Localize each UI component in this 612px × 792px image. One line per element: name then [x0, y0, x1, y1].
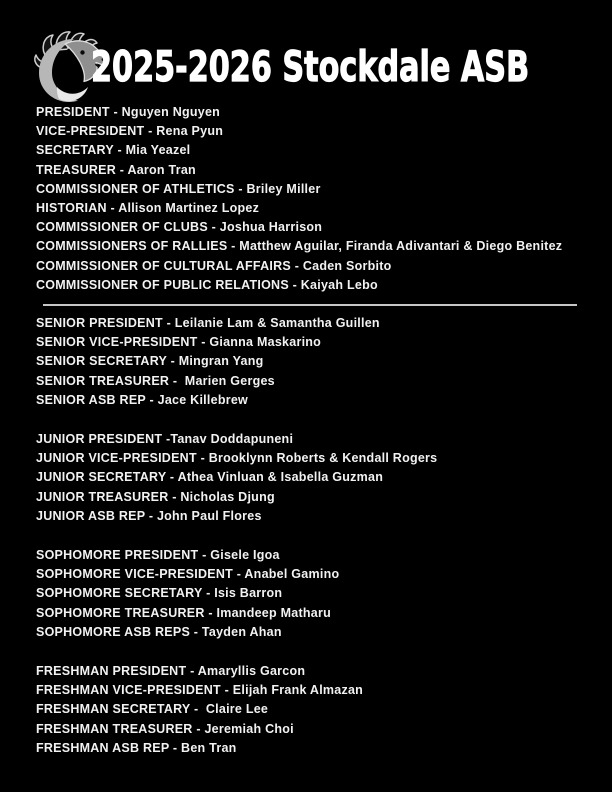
roster-line — [36, 257, 604, 276]
officer-name: Jace Killebrew — [157, 392, 248, 407]
officer-name: Athea Vinluan & Isabella Guzman — [177, 470, 384, 485]
officer-name: John Paul Flores — [156, 508, 262, 523]
roster — [36, 103, 604, 758]
separator: - — [190, 624, 202, 639]
roster-line — [36, 662, 604, 681]
roster-line — [36, 623, 604, 642]
role-label: SENIOR TREASURER — [36, 373, 170, 388]
officer-name: Elijah Frank Almazan — [232, 683, 364, 698]
role-label: SOPHOMORE TREASURER — [36, 605, 205, 620]
role-label: JUNIOR PRESIDENT — [36, 432, 163, 447]
role-label: FRESHMAN VICE-PRESIDENT — [36, 683, 221, 698]
role-label: JUNIOR ASB REP — [36, 508, 146, 523]
role-label: SOPHOMORE SECRETARY — [36, 586, 203, 601]
officer-name: Brooklynn Roberts & Kendall Rogers — [208, 451, 438, 466]
roster-line — [36, 276, 604, 295]
officer-name: Allison Martinez Lopez — [118, 201, 260, 216]
separator: - — [109, 105, 122, 119]
separator: - — [186, 664, 198, 679]
roster-line — [36, 180, 604, 199]
officer-name: Imandeep Matharu — [216, 605, 331, 620]
officer-name: Leilanie Lam & Samantha Guillen — [174, 316, 380, 331]
separator: - — [192, 721, 205, 736]
separator: - — [113, 143, 126, 158]
roster-line — [36, 546, 604, 565]
role-label: PRESIDENT — [36, 105, 110, 119]
section-divider — [43, 304, 577, 306]
section-freshman-class — [36, 662, 604, 758]
separator: - — [196, 451, 209, 466]
roster-line — [36, 565, 604, 584]
separator: - — [197, 335, 210, 350]
role-label: COMMISSIONER OF CULTURAL AFFAIRS — [36, 258, 291, 273]
separator: - — [166, 470, 178, 485]
roster-line — [36, 507, 604, 526]
officer-name: Kaiyah Lebo — [300, 277, 378, 292]
role-label: HISTORIAN — [36, 201, 107, 216]
roster-line — [36, 122, 604, 141]
separator: - — [204, 605, 217, 620]
role-label: JUNIOR SECRETARY — [36, 470, 167, 485]
separator: - — [190, 702, 206, 717]
officer-name: Gisele Igoa — [210, 548, 280, 563]
role-label: SOPHOMORE ASB REPS — [36, 624, 191, 639]
separator: - — [198, 548, 211, 563]
separator: - — [168, 489, 181, 504]
separator: - — [162, 432, 171, 447]
officer-name: Tayden Ahan — [201, 624, 282, 639]
role-label: JUNIOR TREASURER — [36, 489, 169, 504]
separator: - — [234, 181, 247, 196]
roster-line — [36, 314, 604, 333]
role-label: COMMISSIONER OF PUBLIC RELATIONS — [36, 277, 289, 292]
role-label: FRESHMAN SECRETARY — [36, 702, 191, 717]
officer-name: Jeremiah Choi — [204, 721, 294, 736]
role-label: VICE-PRESIDENT — [36, 124, 145, 139]
roster-line — [36, 352, 604, 371]
roster-line — [36, 700, 604, 719]
role-label: TREASURER — [36, 162, 117, 177]
section-senior-class — [36, 314, 604, 410]
role-label: JUNIOR VICE-PRESIDENT — [36, 451, 197, 466]
section-asb-officers — [36, 103, 604, 295]
page-title: 2025-2026 Stockdale ASB — [91, 42, 530, 91]
officer-name: Caden Sorbito — [302, 258, 392, 273]
separator: - — [207, 220, 220, 235]
separator: - — [162, 316, 175, 331]
role-label: SENIOR SECRETARY — [36, 354, 167, 369]
role-label: COMMISSIONERS OF RALLIES — [36, 239, 228, 254]
role-label: SECRETARY — [36, 143, 114, 158]
roster-line — [36, 141, 604, 160]
roster-line — [36, 468, 604, 487]
role-label: SOPHOMORE VICE-PRESIDENT — [36, 567, 233, 582]
roster-line — [36, 333, 604, 352]
officer-name: Nicholas Djung — [180, 489, 275, 504]
separator: - — [288, 277, 301, 292]
officer-name: Mia Yeazel — [125, 143, 191, 158]
roster-line — [36, 739, 604, 758]
separator: - — [233, 567, 245, 582]
roster-line — [36, 161, 604, 180]
role-label: FRESHMAN TREASURER — [36, 721, 193, 736]
officer-name: Joshua Harrison — [219, 220, 323, 235]
roster-line — [36, 604, 604, 623]
role-label: SENIOR PRESIDENT — [36, 316, 163, 331]
roster-line — [36, 372, 604, 391]
role-label: COMMISSIONER OF CLUBS — [36, 220, 208, 235]
officer-name: Amaryllis Garcon — [197, 664, 306, 679]
section-junior-class — [36, 430, 604, 526]
officer-name: Ben Tran — [181, 740, 237, 755]
officer-name: Aaron Tran — [127, 162, 196, 177]
role-label: COMMISSIONER OF ATHLETICS — [36, 181, 235, 196]
officer-name: Nguyen Nguyen — [121, 105, 221, 119]
separator: - — [145, 508, 157, 523]
separator: - — [144, 124, 157, 139]
officer-name: Tanav Doddapuneni — [170, 432, 294, 447]
officer-name: Marien Gerges — [184, 373, 275, 388]
officer-name: Anabel Gamino — [244, 567, 340, 582]
officer-name: Briley Miller — [246, 181, 321, 196]
section-sophomore-class — [36, 546, 604, 642]
role-label: SENIOR VICE-PRESIDENT — [36, 335, 198, 350]
roster-line — [36, 199, 604, 218]
separator: - — [169, 373, 185, 388]
roster-line — [36, 430, 604, 449]
roster-line — [36, 218, 604, 237]
officer-name: Isis Barron — [214, 586, 283, 601]
officer-name: Gianna Maskarino — [209, 335, 322, 350]
separator: - — [106, 201, 119, 216]
separator: - — [166, 354, 179, 369]
officer-name: Mingran Yang — [178, 354, 264, 369]
separator: - — [227, 239, 240, 254]
roster-line — [36, 488, 604, 507]
roster-line — [36, 103, 604, 122]
roster-line — [36, 391, 604, 410]
separator: - — [116, 162, 128, 177]
role-label: SENIOR ASB REP — [36, 392, 146, 407]
separator: - — [169, 740, 182, 755]
officer-name: Matthew Aguilar, Firanda Adivantari & Diego Benitez — [239, 239, 563, 254]
role-label: SOPHOMORE PRESIDENT — [36, 548, 199, 563]
role-label: FRESHMAN ASB REP — [36, 740, 170, 755]
separator: - — [145, 392, 158, 407]
role-label: FRESHMAN PRESIDENT — [36, 664, 187, 679]
roster-line — [36, 237, 604, 256]
separator: - — [202, 586, 215, 601]
separator: - — [220, 683, 233, 698]
officer-name: Rena Pyun — [156, 124, 224, 139]
roster-line — [36, 681, 604, 700]
roster-line — [36, 449, 604, 468]
officer-name: Claire Lee — [205, 702, 269, 717]
roster-line — [36, 720, 604, 739]
roster-line — [36, 584, 604, 603]
separator: - — [291, 258, 303, 273]
